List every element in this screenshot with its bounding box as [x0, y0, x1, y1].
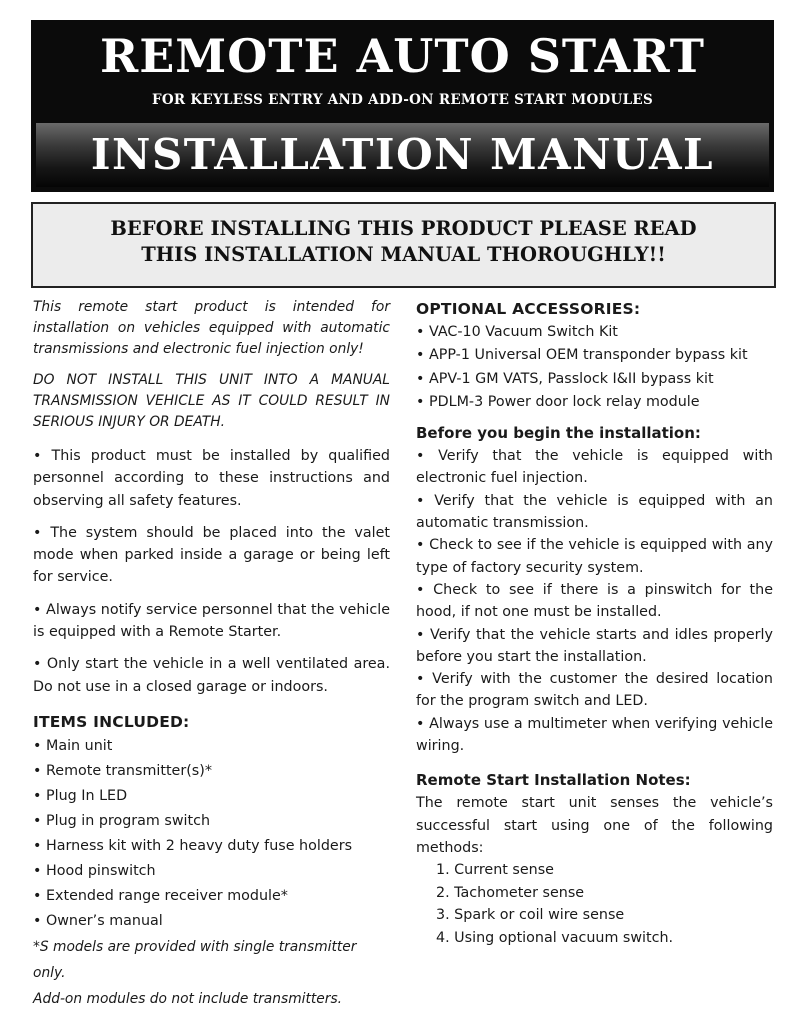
included-item: • Harness kit with 2 heavy duty fuse holders	[33, 837, 353, 854]
sense-method: 2. Tachometer sense	[436, 884, 585, 901]
safety-bullet: • Only start the vehicle in a well ventilated area. Do not use in a closed garage or indoors.	[33, 656, 390, 695]
safety-bullet: • The system should be placed into the valet mode when parked inside a garage or being left for service.	[33, 524, 390, 586]
accessory-item: • VAC-10 Vacuum Switch Kit	[416, 324, 618, 340]
installation-notes-intro: The remote start unit senses the vehicle’s successful start using one of the following methods:	[416, 795, 773, 856]
warning-paragraph: DO NOT INSTALL THIS UNIT INTO A MANUAL TRANSMISSION VEHICLE AS IT COULD RESULT IN SERIOUS INJURY OR DEATH.	[33, 372, 390, 430]
included-item: • Main unit	[33, 737, 113, 754]
checklist-item: • Check to see if there is a pinswitch for the hood, if not one must be installed.	[416, 581, 773, 621]
intro-paragraph: This remote start product is intended for installation on vehicles equipped with automatic transmissions and electronic fuel injection only!	[33, 299, 390, 357]
header-banner	[31, 20, 774, 192]
checklist-item: • Verify that the vehicle starts and idles properly before you start the installation.	[416, 626, 773, 665]
included-item: • Owner’s manual	[33, 912, 163, 929]
checklist-item: • Always use a multimeter when verifying vehicle wiring.	[416, 715, 773, 755]
safety-bullet: • This product must be installed by qualified personnel according to these instructions and observing all safety features.	[33, 448, 390, 509]
sense-method: 3. Spark or coil wire sense	[436, 907, 625, 924]
optional-accessories-heading: OPTIONAL ACCESSORIES:	[416, 300, 641, 318]
left-column	[33, 297, 390, 1012]
footnote-addon: Add-on modules do not include transmitters.	[33, 990, 343, 1007]
document-title: REMOTE AUTO START	[100, 29, 705, 83]
included-item: • Extended range receiver module*	[33, 887, 288, 904]
checklist-item: • Verify with the customer the desired location for the program switch and LED.	[416, 671, 773, 710]
right-column	[416, 297, 773, 950]
included-item: • Plug in program switch	[33, 812, 211, 829]
accessory-item: • PDLM-3 Power door lock relay module	[416, 393, 700, 410]
checklist-item: • Check to see if the vehicle is equipped with any type of factory security system.	[416, 537, 773, 576]
checklist-item: • Verify that the vehicle is equipped with electronic fuel injection.	[416, 448, 773, 487]
manual-title: INSTALLATION MANUAL	[90, 130, 715, 179]
accessory-item: • APP-1 Universal OEM transponder bypass kit	[416, 347, 748, 364]
items-included-heading: ITEMS INCLUDED:	[33, 712, 190, 731]
sense-method: 4. Using optional vacuum switch.	[436, 930, 674, 947]
installation-notes-heading: Remote Start Installation Notes:	[416, 771, 691, 790]
sense-method: 1. Current sense	[436, 862, 554, 879]
notice-line-1: BEFORE INSTALLING THIS PRODUCT PLEASE READ	[110, 217, 697, 240]
manual-band	[36, 123, 769, 187]
safety-bullet: • Always notify service personnel that the vehicle is equipped with a Remote Starter.	[33, 601, 390, 641]
included-item: • Hood pinswitch	[33, 862, 156, 879]
footnote-models: *S models are provided with single transmitter only.	[33, 938, 357, 981]
included-item: • Plug In LED	[33, 787, 128, 804]
before-install-heading: Before you begin the installation:	[416, 424, 701, 443]
included-item: • Remote transmitter(s)*	[33, 762, 212, 779]
document-subtitle: FOR KEYLESS ENTRY AND ADD-ON REMOTE START MODULES	[151, 92, 654, 108]
notice-line-2: THIS INSTALLATION MANUAL THOROUGHLY!!	[141, 243, 666, 266]
accessory-item: • APV-1 GM VATS, Passlock I&II bypass kit	[416, 370, 714, 387]
read-notice-box	[31, 202, 776, 288]
checklist-item: • Verify that the vehicle is equipped with an automatic transmission.	[416, 492, 773, 532]
